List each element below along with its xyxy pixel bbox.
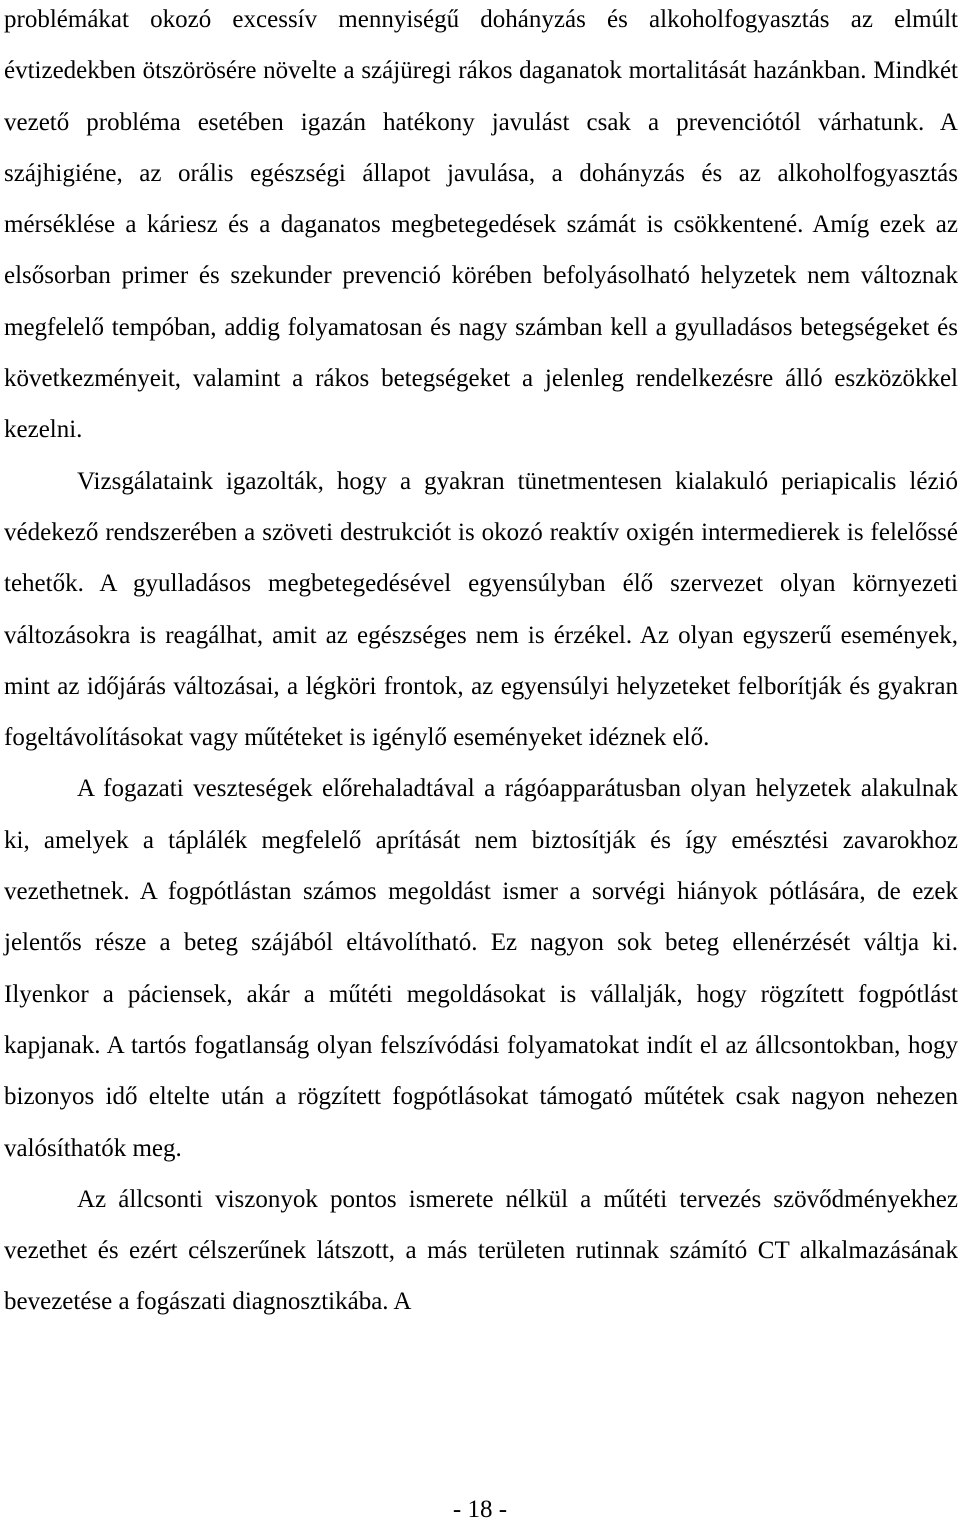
page-number: - 18 -: [452, 1496, 508, 1523]
paragraph-4: Az állcsonti viszonyok pontos ismerete nélkül a műtéti tervezés szövődményekhez vezethet és ezért célszerűnek látszott, a más területen rutinnak számító CT alkalmazásának bevezetése a fogászati diagnosztikába. A: [4, 1185, 958, 1316]
paragraph-1: problémákat okozó excessív mennyiségű dohányzás és alkoholfogyasztás az elmúlt évtizedekben ötszörösére növelte a szájüregi rákos daganatok mortalitását hazánkban. Mindkét vezető probléma esetében igazán hatékony javulást csak a prevenciótól várhatunk. A szájhigiéne, az orális egészségi állapot javulása, a dohányzás és az alkoholfogyasztás mérséklése a káriesz és a daganatos megbetegedések számát is csökkentené. Amíg ezek az elsősorban primer és szekunder prevenció körében befolyásolható helyzetek nem változnak megfelelő tempóban, addig folyamatosan és nagy számban kell a gyulladásos betegségeket és következményeit, valamint a rákos betegségeket a jelenleg rendelkezésre álló eszközökkel kezelni.: [4, 6, 958, 444]
paragraph-3: A fogazati veszteségek előrehaladtával a rágóapparátusban olyan helyzetek alakulnak ki, amelyek a táplálék megfelelő aprítását nem biztosítják és így emésztési zavarokhoz vezethetnek. A fogpótlástan számos megoldást ismer a sorvégi hiányok pótlására, de ezek jelentős része a beteg szájából eltávolítható. Ez nagyon sok beteg ellenérzését váltja ki. Ilyenkor a páciensek, akár a műtéti megoldásokat is vállalják, hogy rögzített fogpótlást kapjanak. A tartós fogatlanság olyan felszívódási folyamatokat indít el az állcsontokban, hogy bizonyos idő eltelte után a rögzített fogpótlásokat támogató műtétek csak nagyon nehezen valósíthatók meg.: [4, 775, 958, 1162]
paragraph-2: Vizsgálataink igazolták, hogy a gyakran tünetmentesen kialakuló periapicalis lézió védekező rendszerében a szöveti destrukciót is okozó reaktív oxigén intermedierek is felelőssé tehetők. A gyulladásos megbetegedésével egyensúlyban élő szervezet olyan környezeti változásokra is reagálhat, amit az egészséges nem is érzékel. Az olyan egyszerű események, mint az időjárás változásai, a légköri frontok, az egyensúlyi helyzeteket felborítják és gyakran fogeltávolításokat vagy műtéteket is igénylő eseményeket idéznek elő.: [4, 467, 958, 752]
body-text: [4, 0, 958, 1328]
